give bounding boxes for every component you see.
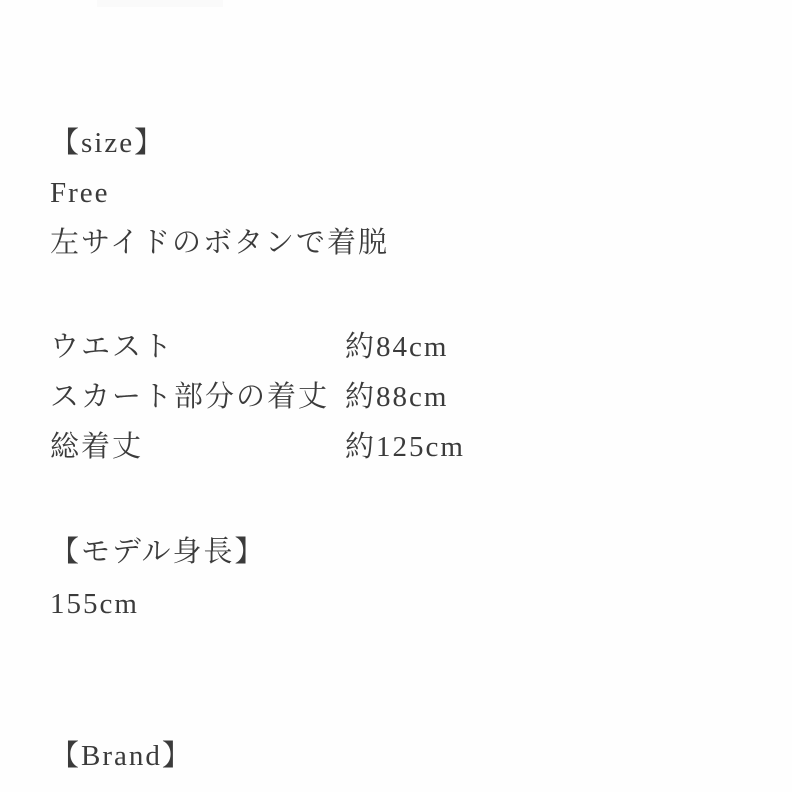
measurements-section xyxy=(50,322,465,472)
scrolled-content-edge xyxy=(97,0,223,7)
measurement-row xyxy=(50,422,465,472)
size-note: 左サイドのボタンで着脱 xyxy=(50,227,389,259)
size-heading: 【size】 xyxy=(50,127,166,159)
model-height-value: 155cm xyxy=(50,588,139,620)
measurement-value-total-length: 約125cm xyxy=(345,431,465,463)
measurement-label-skirt-length: スカート部分の着丈 xyxy=(50,381,330,413)
measurement-value-waist: 約84cm xyxy=(345,331,449,363)
model-height-section xyxy=(50,527,266,629)
measurement-label-waist: ウエスト xyxy=(50,331,175,363)
size-value: Free xyxy=(50,177,110,209)
measurement-value-skirt-length: 約88cm xyxy=(345,381,449,413)
brand-section xyxy=(50,731,193,781)
brand-heading: 【Brand】 xyxy=(50,740,193,772)
measurement-row xyxy=(50,372,465,422)
measurement-label-total-length: 総着丈 xyxy=(50,431,144,463)
model-height-heading: 【モデル身長】 xyxy=(50,536,266,568)
size-section xyxy=(50,118,389,268)
measurement-row xyxy=(50,322,465,372)
